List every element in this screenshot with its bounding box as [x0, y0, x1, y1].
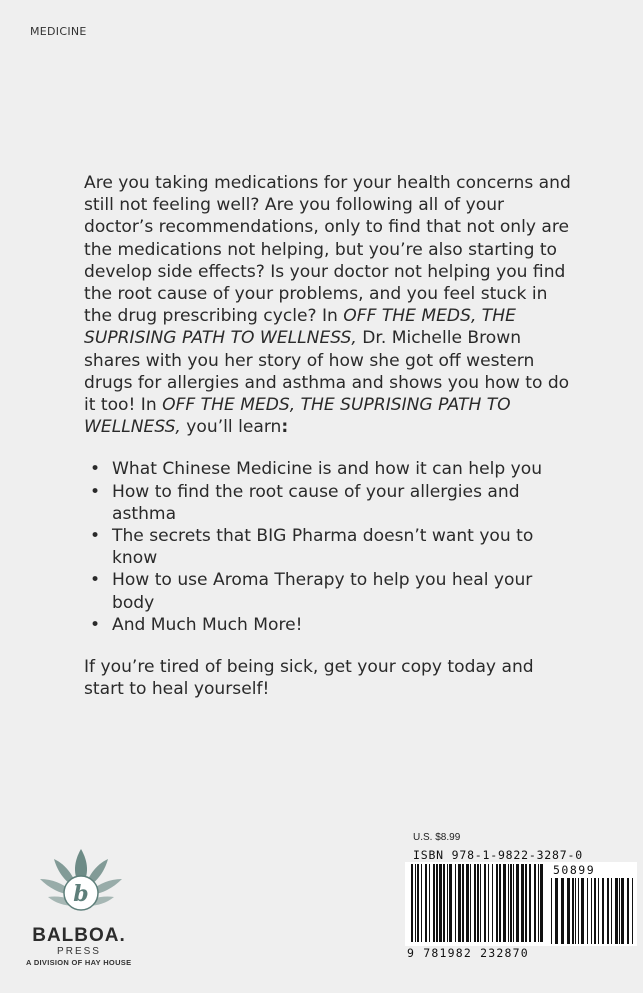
colon: : [281, 417, 289, 438]
publisher-subname: PRESS [57, 946, 101, 957]
book-title-reference: OFF THE MEDS, THE SUPRISING PATH TO WELLNESS, [84, 306, 516, 349]
list-item-text: And Much Much More! [112, 614, 303, 635]
list-item [90, 614, 574, 636]
list-item [90, 481, 574, 525]
list-item [90, 569, 574, 613]
bullet-icon: • [90, 526, 101, 547]
isbn-label: ISBN 978-1-9822-3287-0 [413, 848, 583, 862]
list-item-text: How to use Aroma Therapy to help you heal your body [112, 570, 533, 613]
category-label: MEDICINE [30, 25, 87, 38]
bullet-icon: • [90, 481, 101, 502]
book-description [84, 172, 574, 700]
learning-points-list [84, 458, 574, 636]
publisher-logo [24, 845, 144, 970]
list-item-text: The secrets that BIG Pharma doesn’t want you to know [112, 526, 534, 569]
list-item-text: What Chinese Medicine is and how it can help you [112, 459, 543, 480]
description-text: Are you taking medications for your health concerns and still not feeling well? Are you following all of your doctor’s recommendations, only to find that not only are the medications not helping, but you’re also starting to develop side effects? Is your doctor not helping you find the root cause of your problems, and you feel stuck in the drug prescribing cycle? In [84, 173, 571, 327]
isbn-digits: 9 781982 232870 [407, 946, 529, 960]
book-title-reference: OFF THE MEDS, THE SUPRISING PATH TO WELLNESS, [84, 395, 511, 438]
description-text: you’ll learn [180, 417, 282, 438]
barcode-area [405, 832, 640, 972]
description-text: Dr. Michelle Brown shares with you her story of how she got off western drugs for allergies and asthma and shows you how to do it too! In [84, 328, 570, 416]
publisher-division: A DIVISION OF HAY HOUSE [26, 958, 132, 967]
bullet-icon: • [90, 614, 101, 635]
addon-digits: 50899 [553, 863, 596, 877]
logo-letter: b [73, 881, 89, 907]
closing-paragraph: If you’re tired of being sick, get your copy today and start to heal yourself! [84, 657, 534, 700]
bullet-icon: • [90, 459, 101, 480]
bullet-icon: • [90, 570, 101, 591]
list-item [90, 458, 574, 480]
lotus-icon [34, 845, 129, 925]
barcode-icon [405, 862, 637, 946]
publisher-name: BALBOA. [32, 925, 126, 946]
description-paragraph [84, 172, 574, 438]
list-item [90, 525, 574, 569]
list-item-text: How to find the root cause of your allergies and asthma [112, 481, 520, 524]
price: U.S. $8.99 [413, 832, 461, 843]
